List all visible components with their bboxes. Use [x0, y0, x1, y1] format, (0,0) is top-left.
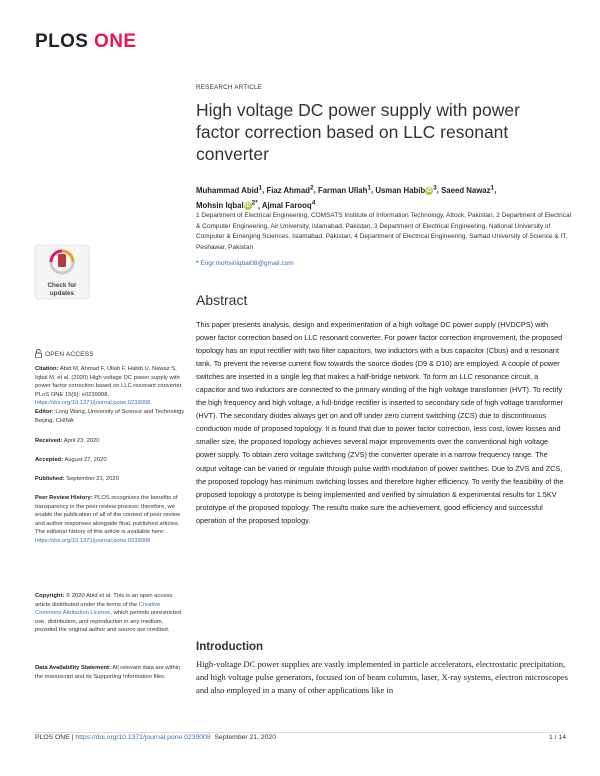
- author: Ajmal Farooq$^4$: [261, 199, 316, 211]
- citation-doi-link[interactable]: https://doi.org/10.1371/journal.pone.0239008: [35, 400, 151, 406]
- introduction-heading: Introduction: [196, 641, 264, 653]
- author: Saeed Nawaz$^1$: [441, 184, 495, 195]
- open-lock-icon: [35, 349, 42, 358]
- license-link[interactable]: Creative Commons Attribution License: [35, 601, 161, 616]
- peer-review-block: Peer Review History: PLOS recognizes the benefits of transparency in the peer review process; therefore, we enable the publication of all of the content of peer review and author responses alongside final, published articles. The editorial history of this article is available here: https://doi.org/10.1371/journal.pone.0239008: [35, 495, 181, 544]
- peer-review-link[interactable]: https://doi.org/10.1371/journal.pone.0239008: [35, 537, 151, 544]
- page-footer: [35, 734, 276, 741]
- footer-date: September 21, 2020: [214, 734, 276, 741]
- author-list: Muhammad Abid$^1$, Fiaz Ahmad$^2$, Farman Ullah$^1$, Usman HabibiD$^3$, Saeed Nawaz$^1$, Mohsin IqbaliD$^{2*}$, Ajmal Farooq$^4$: [196, 184, 497, 211]
- affiliations: 1 Department of Electrical Engineering, COMSATS Institute of Information Technology, Attock, Pakistan, 2 Department of Electrical & Computer Engineering, Air University, Islamabad, Pakistan, 3 Department of Electrical Engineering, National University of Computer & Emerging Sciences, Islamabad, Pakistan, 4 Department of Electrical Engineering, Sarhad University of Science & IT, Peshawar, Pakistan: [196, 212, 572, 251]
- email-link[interactable]: Engr.mohsiniqbal08@gmail.com: [200, 260, 294, 267]
- check-for-updates-label[interactable]: Check for updates: [47, 282, 77, 297]
- copyright-block: Copyright: © 2020 Abid et al. This is an open access article distributed under the terms of the Creative Commons Attribution License, which permits unrestricted use, distribution, and reproduction in any medium, provided the original author and source are credited.: [35, 593, 181, 633]
- author: Farman Ullah$^1$: [317, 184, 371, 195]
- author: Usman HabibiD$^3$: [375, 184, 437, 195]
- footer-separator: |: [71, 734, 74, 741]
- published-date: Published: September 21, 2020: [35, 476, 119, 482]
- footer-journal: PLOS ONE: [35, 734, 70, 741]
- article-type: RESEARCH ARTICLE: [196, 84, 263, 91]
- open-access-label: OPEN ACCESS: [45, 351, 94, 358]
- author: Muhammad Abid$^1$: [196, 184, 263, 195]
- corresponding-email: * Engr.mohsiniqbal08@gmail.com: [196, 260, 294, 267]
- page-number: 1 / 14: [548, 734, 566, 741]
- open-access-badge: [35, 349, 94, 358]
- logo-one: ONE: [94, 31, 137, 52]
- editor-block: Editor: Long Wang, University of Science and Technology Beijing, CHINA: [35, 409, 185, 424]
- journal-logo[interactable]: [35, 31, 136, 53]
- article-title: High voltage DC power supply with power factor correction based on LLC resonant converter: [196, 100, 520, 164]
- abstract-heading: Abstract: [196, 292, 248, 308]
- received-date: Received: April 23, 2020: [35, 438, 100, 444]
- author: Mohsin IqbaliD$^{2*}$: [196, 199, 258, 211]
- orcid-icon[interactable]: iD: [426, 187, 432, 194]
- author: Fiaz Ahmad$^2$: [266, 184, 314, 195]
- accepted-date: Accepted: August 27, 2020: [35, 457, 107, 463]
- orcid-icon[interactable]: iD: [244, 203, 251, 210]
- data-availability-block: Data Availability Statement: All relevant data are within the manuscript and its Supporting Information files.: [35, 665, 181, 680]
- citation-block: Citation: Abid M, Ahmad F, Ullah F, Habib U, Nawaz S, Iqbal M, et al. (2020) High voltage DC power supply with power factor correction based on LLC resonant converter. PLoS ONE 15(9): e0239008. https://doi.org/10.1371/journal.pone.0239008: [35, 366, 183, 406]
- introduction-text: High-voltage DC power supplies are vastly implemented in particle accelerators, electrostatic precipitation, and high voltage pulse generators, focused ion of beam columns, laser, X-ray systems, electron microscopes and also employed in a many of other applications like in: [196, 659, 568, 695]
- footer-divider: [35, 732, 566, 733]
- logo-plos: PLOS: [35, 31, 89, 52]
- abstract-text: This paper presents analysis, design and experimentation of a high voltage DC power supply (HVDCPS) with power factor correction based on LLC resonant converter. For power factor correction improvement, the proposed topology has an input rectifier with two filter capacitors, two inductors with a bus capacitor (Cbus) and a resonant tank. To prevent the reverse current flow towards the source diodes (D9 & D10) are employed. A couple of power switches are inserted in a single leg that makes a half-bridge network. To form an LLC resonance circuit, a capacitor and two inductors are connected to the primary winding of the high voltage transformer (HVT). To rectify the high frequency and high voltage, a full-bridge rectifier is inserted to secondary side of high voltage transformer (HVT). The secondary diodes always get on and off under zero current switching (ZCS) due to discontinuous conduction mode of proposed topology. It is found that due to power factor correction, less cost, lower losses and smaller size, the proposed topology achieves several major improvements over the conventional high voltage power supply. To obtain zero voltage switching (ZVS) the converter operate in a narrow frequency range. The output voltage can be varied or regulate through pulse width modulation of power switches. Due to ZVS and ZCS, the proposed topology has minimum switching losses and therefore higher efficiency. To verify the feasibility of the proposed topology a prototype is being implemented and verified by simulation & experimental results for 1.5KV prototype of the proposed topology. The results make sure the achievement, good efficiency and successful operation of the proposed topology.: [196, 320, 564, 525]
- footer-doi-link[interactable]: https://doi.org/10.1371/journal.pone.0239008: [75, 734, 211, 741]
